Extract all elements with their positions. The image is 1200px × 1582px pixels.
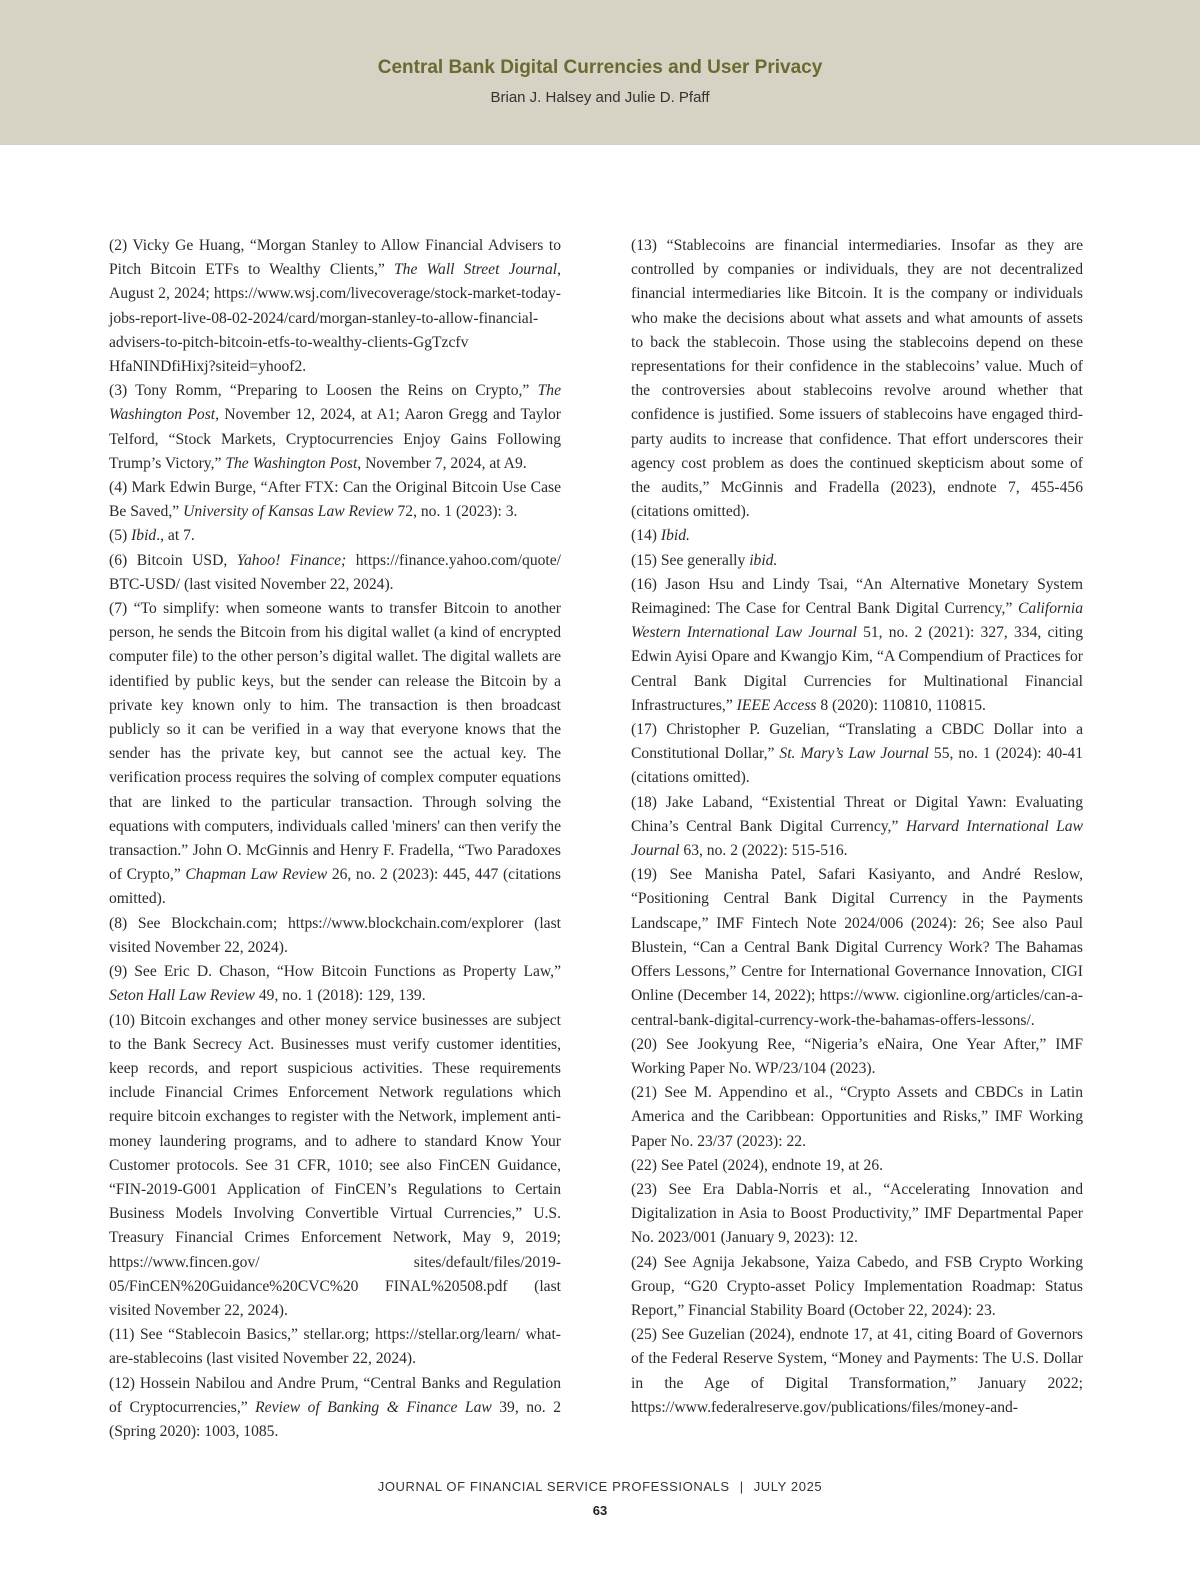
endnote [631,1081,1083,1154]
endnote [631,1323,1083,1420]
endnote-text: (19) See Manisha Patel, Safari Kasiyanto, and André Reslow, “Positioning Central Bank Digital Currency in the Payments Landscape,” IMF Fintech Note 2024/006 (2024): 26; See also Paul Blustein, “Can a Central Bank Digital Currency Work? The Bahamas Offers Lessons,” Centre for International Governance Innovation, CIGI Online (December 14, 2022); https://www. cigionline.org/articles/can-a-central-bank-digital-currency-work-the-bahamas-offers-lessons/. [631,866,1083,1029]
endnote-italic-text: Chapman Law Review [185,866,328,884]
endnote-text: (4) Mark Edwin Burge, “After FTX: Can the Original Bitcoin Use Case Be Saved,” [109,479,561,521]
endnote-text: 26, no. 2 (2023): 445, 447 (citations omitted). [109,866,561,908]
issue-date: JULY 2025 [753,1479,823,1494]
endnote [631,1154,1083,1178]
page-number: 63 [592,1503,608,1518]
endnote [631,791,1083,864]
endnote [631,1033,1083,1081]
endnote [631,1178,1083,1251]
endnote-text: , August 2, 2024; https://www.wsj.com/livecoverage/stock-market-today-jobs-report-live-08-02-2024/card/morgan-stanley-to-allow-financial-advisers-to-pitch-bitcoin-etfs-to-wealthy-clients-GgTzcfv HfaNINDfiHixj?siteid=yhoof2. [109,261,561,376]
endnotes-right-column [631,234,1083,1420]
endnote [109,524,561,548]
endnote [631,549,1083,573]
endnote [631,718,1083,791]
endnote-text: 63, no. 2 (2022): 515-516. [679,842,848,860]
endnote [109,912,561,960]
endnote-italic-text: Harvard International Law Journal [631,817,1084,860]
endnote-text: (10) Bitcoin exchanges and other money service businesses are subject to the Bank Secrecy Act. Businesses must verify customer identities, keep records, and report suspicious activities. These requirements include Financial Crimes Enforcement Network regulations which require bitcoin exchanges to register with the Network, implement anti-money laundering programs, and to adhere to standard Know Your Customer protocols. See 31 CFR, 1010; see also FinCEN Guidance, “FIN-2019-G001 Application of FinCEN’s Regulations to Certain Business Models Involving Convertible Virtual Currencies,” U.S. Treasury Financial Crimes Enforcement Network, May 9, 2019; https://www.fincen.gov/ sites/default/files/2019-05/FinCEN%20Guidance%20CVC%20 FINAL%20508.pdf (last visited November 22, 2024). [109,1011,561,1319]
endnote-text: 55, no. 1 (2024): 40-41 (citations omitted). [631,745,1083,787]
endnote [109,1372,561,1445]
endnote-text: , November 7, 2024, at A9. [357,454,527,472]
endnote-italic-text: IEEE Access [736,696,817,714]
endnote [109,960,561,1008]
endnote-text: (6) Bitcoin USD, [109,551,237,569]
endnote-text: (7) “To simplify: when someone wants to transfer Bitcoin to another person, he sends the Bitcoin from his digital wallet (a kind of encrypted computer file) to the other person’s digital wallet. The digital wallets are identified by public keys, but the sender can release the Bitcoin by a private key known only to him. The transaction is then broadcast publicly so it can be verified in a way that everyone knows that the sender has the private key, but cannot see the actual key. The verification process requires the solving of complex computer equations that are linked to the particular transaction. Through solving the equations with computers, individuals called 'miners' can then verify the transaction.” John O. McGinnis and Henry F. Fradella, “Two Paradoxes of Crypto,” [109,600,561,884]
endnote-text: (12) Hossein Nabilou and Andre Prum, “Central Banks and Regulation of Cryptocurrencies,” [109,1374,561,1416]
endnote-text: https://finance.yahoo.com/quote/ BTC-USD/ (last visited November 22, 2024). [109,551,561,593]
endnote-text: (14) [631,527,661,545]
endnote-italic-text: The Washington Post, [109,382,561,424]
running-header [0,0,1200,145]
journal-name: JOURNAL OF FINANCIAL SERVICE PROFESSIONALS [377,1479,730,1494]
endnote-italic-text: Review of Banking & Finance Law [255,1398,492,1416]
endnote [631,524,1083,548]
endnote-italic-text: University of Kansas Law Review [183,503,394,521]
endnote-text: (18) Jake Laband, “Existential Threat or Digital Yawn: Evaluating China’s Central Bank Digital Currency,” [631,793,1083,835]
footer-journal-line [0,1479,1200,1494]
endnote [109,549,561,597]
endnote-text: ., at 7. [156,527,195,545]
endnote [109,234,561,379]
endnote-text: (21) See M. Appendino et al., “Crypto Assets and CBDCs in Latin America and the Caribbean: Opportunities and Risks,” IMF Working Paper No. 23/37 (2023): 22. [631,1084,1083,1150]
endnote-text: (17) Christopher P. Guzelian, “Translating a CBDC Dollar into a Constitutional Dollar,” [631,721,1083,763]
endnote-text: November 12, 2024, at A1; Aaron Gregg and Taylor Telford, “Stock Markets, Cryptocurrencies Enjoy Gains Following Trump’s Victory,” [109,406,561,472]
endnote [631,863,1083,1032]
endnote-text: (2) Vicky Ge Huang, “Morgan Stanley to Allow Financial Advisers to Pitch Bitcoin ETFs to Wealthy Clients,” [109,237,561,279]
endnote-text: 72, no. 1 (2023): 3. [393,503,518,521]
endnote-text: (13) “Stablecoins are financial intermediaries. Insofar as they are controlled by companies or individuals, they are not decentralized financial intermediaries like Bitcoin. It is the company or individuals who make the decisions about what assets and what amounts of assets to back the stablecoin. Those using the stablecoins depend on these representations for their confidence in the stablecoins’ value. Much of the controversies about stablecoins revolve around whether that confidence is justified. Some issuers of stablecoins have engaged third-party audits to increase that confidence. That effort underscores their agency cost problem as does the continued skepticism about some of the audits,” McGinnis and Fradella (2023), endnote 7, 455-456 (citations omitted). [631,237,1083,521]
endnote [631,1251,1083,1324]
endnote-text: 8 (2020): 110810, 110815. [816,696,986,714]
endnote-italic-text: California Western International Law Journal [631,600,1083,642]
endnote-italic-text: Yahoo! Finance; [236,551,347,569]
endnote-text: (8) See Blockchain.com; https://www.blockchain.com/explorer (last visited November 22, 2024). [109,914,561,956]
endnote-italic-text: ibid. [749,551,778,569]
endnotes-left-column [109,234,561,1444]
endnote-text: (25) See Guzelian (2024), endnote 17, at 41, citing Board of Governors of the Federal Reserve System, “Money and Payments: The U.S. Dollar in the Age of Digital Transformation,” January 2022; https://www.federalreserve.gov/publications/files/money-and- [631,1326,1083,1416]
footer-separator: | [739,1479,744,1494]
endnote [109,1323,561,1371]
endnote [109,597,561,912]
endnote-text: (24) See Agnija Jekabsone, Yaiza Cabedo, and FSB Crypto Working Group, “G20 Crypto-asset Policy Implementation Roadmap: Status Report,” Financial Stability Board (October 22, 2024): 23. [631,1253,1083,1319]
endnote-text: (3) Tony Romm, “Preparing to Loosen the Reins on Crypto,” [109,382,538,400]
endnote [631,573,1083,718]
endnote [109,476,561,524]
endnote-text: (22) See Patel (2024), endnote 19, at 26. [631,1156,884,1174]
endnote-italic-text: Seton Hall Law Review [109,987,255,1005]
endnote-italic-text: Ibid. [660,527,690,545]
endnote-text: (23) See Era Dabla-Norris et al., “Accelerating Innovation and Digitalization in Asia to Boost Productivity,” IMF Departmental Paper No. 2023/001 (January 9, 2023): 12. [631,1180,1083,1247]
endnote-text: (20) See Jookyung Ree, “Nigeria’s eNaira, One Year After,” IMF Working Paper No. WP/23/104 (2023). [631,1035,1083,1077]
endnote-text: 39, no. 2 (Spring 2020): 1003, 1085. [109,1398,561,1440]
endnote-text: 51, no. 2 (2021): 327, 334, citing Edwin Ayisi Opare and Kwangjo Kim, “A Compendium of Practices for Central Bank Digital Currencies for Multinational Financial Infrastructures,” [631,624,1083,714]
endnote-text: (9) See Eric D. Chason, “How Bitcoin Functions as Property Law,” [109,963,561,981]
endnote-italic-text: The Washington Post [225,454,358,472]
endnote-text: (11) See “Stablecoin Basics,” stellar.org; https://stellar.org/learn/ what-are-stablecoins (last visited November 22, 2024). [109,1326,561,1368]
endnote-italic-text: St. Mary’s Law Journal [779,745,929,763]
endnote [631,234,1083,524]
endnote-text: 49, no. 1 (2018): 129, 139. [254,987,426,1005]
endnote-italic-text: Ibid [131,527,157,545]
endnote-text: (5) [109,527,132,545]
article-title: Central Bank Digital Currencies and User Privacy [377,57,823,78]
endnote-text: (15) See generally [631,551,750,569]
endnote-italic-text: The Wall Street Journal [393,261,558,279]
endnote-text: (16) Jason Hsu and Lindy Tsai, “An Alternative Monetary System Reimagined: The Case for Central Bank Digital Currency,” [631,575,1083,618]
article-authors: Brian J. Halsey and Julie D. Pfaff [490,89,710,106]
endnote [109,379,561,476]
endnote [109,1009,561,1324]
